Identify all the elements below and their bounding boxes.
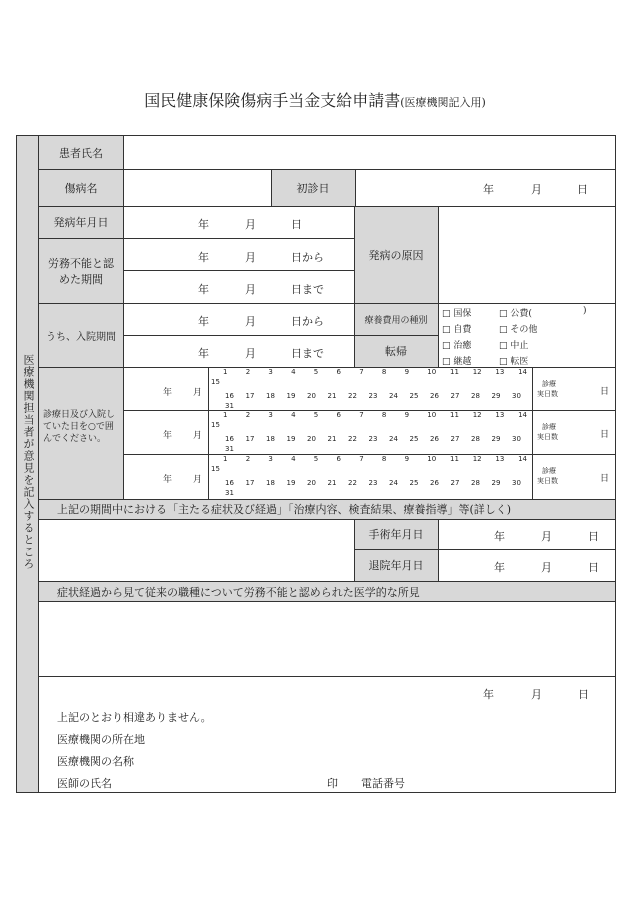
outcome-option-transferred[interactable]: □ 転医: [499, 357, 529, 367]
actual-days-label: 実日数: [537, 390, 558, 398]
cal-day: 12: [472, 368, 482, 376]
cal-day: 21: [327, 435, 337, 443]
actual-days-label: 診療: [542, 467, 556, 475]
cal-day: 16: [225, 392, 234, 400]
cal-day: 1: [223, 368, 228, 376]
cal-day: 12: [472, 455, 482, 463]
cal-day: 2: [245, 455, 251, 463]
hospital-from-day: 日から: [291, 315, 324, 328]
cal-day: 30: [512, 435, 521, 443]
cal-day: 31: [225, 445, 234, 453]
cal-day: 23: [368, 479, 378, 487]
surgery-month: 月: [541, 530, 552, 543]
cal-day: 8: [381, 411, 387, 419]
cal-day: 13: [495, 368, 505, 376]
cal-day: 16: [225, 435, 234, 443]
cal-day: 11: [450, 411, 459, 419]
cost-option-public-close: ): [583, 306, 587, 316]
sign-year: 年: [483, 688, 494, 701]
discharge-date-label: 退院年月日: [354, 549, 438, 581]
cal-day: 26: [430, 392, 439, 400]
cal-day: 21: [327, 392, 337, 400]
cal-day: 6: [336, 368, 341, 376]
cal-day: 19: [286, 479, 296, 487]
actual-days-label: 実日数: [537, 477, 558, 485]
cal-day: 25: [409, 479, 419, 487]
clinic-name-label: 医療機関の名称: [57, 755, 134, 768]
cal-day: 9: [404, 368, 410, 376]
cost-option-public[interactable]: □ 公費(: [499, 309, 532, 319]
patient-name-field[interactable]: [123, 136, 615, 169]
incapacity-from-month: 月: [245, 251, 256, 264]
actual-days-unit: 日: [600, 387, 610, 397]
sign-month: 月: [531, 688, 542, 701]
cal-day: 17: [245, 392, 255, 400]
outcome-label: 転帰: [354, 335, 438, 367]
hospital-to-day: 日まで: [291, 347, 324, 360]
cal-day: 21: [327, 479, 337, 487]
hospital-to-month: 月: [245, 347, 256, 360]
patient-name-label: 患者氏名: [39, 136, 123, 169]
onset-day: 日: [291, 218, 302, 231]
onset-date-label: 発病年月日: [39, 206, 123, 238]
cal-day: 30: [512, 392, 521, 400]
cal-day: 4: [291, 411, 296, 419]
actual-days-unit: 日: [600, 430, 610, 440]
cal-day: 15: [211, 421, 220, 429]
cost-type-label: 療養費用の種別: [354, 303, 438, 335]
cal-day: 14: [518, 411, 528, 419]
cal-day: 27: [450, 435, 460, 443]
cal-day: 23: [368, 392, 378, 400]
cal-day: 10: [427, 455, 437, 463]
onset-month: 月: [245, 218, 256, 231]
cal-day: 16: [225, 479, 234, 487]
clinic-address-label: 医療機関の所在地: [57, 733, 145, 746]
hospital-period-label: うち、入院期間: [39, 303, 123, 367]
cal-day: 2: [245, 411, 251, 419]
cal-year: 年: [163, 475, 173, 485]
cal-day: 10: [427, 411, 437, 419]
cal-day: 7: [359, 368, 364, 376]
cal-day: 6: [336, 455, 341, 463]
incapacity-to-day: 日まで: [291, 283, 324, 296]
cal-day: 20: [307, 392, 316, 400]
cal-day: 22: [348, 479, 357, 487]
discharge-month: 月: [541, 561, 552, 574]
incapacity-from-year: 年: [198, 251, 209, 264]
outcome-option-stopped[interactable]: □ 中止: [499, 341, 529, 351]
cal-day: 17: [245, 435, 255, 443]
form-title-sub: (医療機関記入用): [400, 96, 486, 109]
disease-name-label: 傷病名: [39, 169, 123, 206]
cal-day: 30: [512, 479, 521, 487]
onset-year: 年: [198, 218, 209, 231]
cal-day: 18: [266, 435, 275, 443]
seal-label: 印: [327, 777, 338, 790]
cal-day: 24: [389, 479, 398, 487]
cal-day: 8: [381, 455, 387, 463]
cal-month: 月: [193, 388, 203, 398]
cal-day: 18: [266, 392, 275, 400]
cal-day: 24: [389, 435, 398, 443]
side-label: 医療機関担当者が意見を記入するところ: [22, 354, 35, 570]
cal-day: 29: [491, 435, 501, 443]
cal-day: 27: [450, 479, 460, 487]
actual-days-unit: 日: [600, 474, 610, 484]
incapacity-period-label: 労務不能と認めた期間: [39, 238, 123, 303]
outcome-option-continued[interactable]: □ 継越: [442, 357, 472, 367]
hospital-from-month: 月: [245, 315, 256, 328]
cal-day: 13: [495, 455, 505, 463]
outcome-option-cured[interactable]: □ 治癒: [442, 341, 472, 351]
cal-day: 3: [268, 368, 273, 376]
discharge-day: 日: [588, 561, 599, 574]
cal-day: 1: [223, 411, 228, 419]
cal-day: 18: [266, 479, 275, 487]
surgery-year: 年: [494, 530, 505, 543]
cal-day: 5: [313, 455, 319, 463]
cal-day: 22: [348, 392, 357, 400]
cal-day: 2: [245, 368, 251, 376]
cal-day: 25: [409, 435, 419, 443]
cal-day: 3: [268, 411, 273, 419]
hospital-to-year: 年: [198, 347, 209, 360]
opinion-header: 症状経過から見て従来の職種について労務不能と認められた医学的な所見: [39, 581, 615, 601]
cal-day: 24: [389, 392, 398, 400]
cal-day: 28: [471, 392, 480, 400]
cal-day: 20: [307, 435, 316, 443]
cal-day: 11: [450, 368, 459, 376]
cal-day: 3: [268, 455, 273, 463]
cal-day: 9: [404, 411, 410, 419]
cal-day: 15: [211, 465, 220, 473]
side-label-column: [17, 136, 39, 792]
cal-day: 7: [359, 455, 364, 463]
first-visit-day: 日: [577, 183, 588, 196]
cal-day: 26: [430, 479, 439, 487]
cost-option-kokuho[interactable]: □ 国保: [442, 309, 472, 319]
cal-day: 19: [286, 435, 296, 443]
first-visit-year: 年: [483, 183, 494, 196]
surgery-day: 日: [588, 530, 599, 543]
cal-day: 28: [471, 435, 480, 443]
cal-day: 6: [336, 411, 341, 419]
cal-year: 年: [163, 431, 173, 441]
cal-day: 27: [450, 392, 460, 400]
declaration-text: 上記のとおり相違ありません。: [57, 711, 212, 724]
form-title-main: 国民健康保険傷病手当金支給申請書: [144, 91, 401, 110]
sign-day: 日: [578, 688, 589, 701]
actual-days-label: 実日数: [537, 433, 558, 441]
cal-day: 8: [381, 368, 387, 376]
cal-day: 4: [291, 455, 296, 463]
actual-days-label: 診療: [542, 423, 556, 431]
cal-day: 29: [491, 479, 501, 487]
cal-day: 12: [472, 411, 482, 419]
first-visit-month: 月: [531, 183, 542, 196]
cal-day: 20: [307, 479, 316, 487]
cal-day: 31: [225, 402, 234, 410]
cal-day: 10: [427, 368, 437, 376]
symptoms-header: 上記の期間中における「主たる症状及び経過」「治療内容、検査結果、療養指導」等(詳しく): [39, 499, 615, 519]
cal-day: 31: [225, 489, 234, 497]
incapacity-to-month: 月: [245, 283, 256, 296]
cal-day: 26: [430, 435, 439, 443]
cal-day: 14: [518, 368, 528, 376]
cal-year: 年: [163, 388, 173, 398]
disease-name-field[interactable]: [123, 169, 271, 206]
cal-day: 15: [211, 378, 220, 386]
actual-days-label: 診療: [542, 380, 556, 388]
application-form: [16, 135, 616, 793]
cal-day: 29: [491, 392, 501, 400]
incapacity-from-day: 日から: [291, 251, 324, 264]
cal-day: 13: [495, 411, 505, 419]
cal-day: 14: [518, 455, 528, 463]
cal-day: 5: [313, 368, 319, 376]
cost-option-self[interactable]: □ 自費: [442, 325, 472, 335]
form-title: [0, 88, 630, 111]
cal-day: 5: [313, 411, 319, 419]
cal-day: 22: [348, 435, 357, 443]
cal-month: 月: [193, 431, 203, 441]
hospital-from-year: 年: [198, 315, 209, 328]
cal-day: 4: [291, 368, 296, 376]
cal-day: 23: [368, 435, 378, 443]
cal-month: 月: [193, 475, 203, 485]
cal-day: 19: [286, 392, 296, 400]
cal-day: 11: [450, 455, 459, 463]
phone-label: 電話番号: [361, 777, 405, 790]
cal-day: 1: [223, 455, 228, 463]
incapacity-to-year: 年: [198, 283, 209, 296]
onset-cause-label: 発病の原因: [354, 206, 438, 303]
doctor-name-label: 医師の氏名: [57, 777, 112, 790]
cal-day: 25: [409, 392, 419, 400]
cost-option-other[interactable]: □ その他: [499, 325, 538, 335]
surgery-date-label: 手術年月日: [354, 519, 438, 549]
cal-day: 9: [404, 455, 410, 463]
first-visit-label: 初診日: [271, 169, 355, 206]
cal-day: 28: [471, 479, 480, 487]
visit-days-label: 診療日及び入院していた日を○で囲んでください。: [39, 367, 123, 499]
discharge-year: 年: [494, 561, 505, 574]
cal-day: 7: [359, 411, 364, 419]
cal-day: 17: [245, 479, 255, 487]
